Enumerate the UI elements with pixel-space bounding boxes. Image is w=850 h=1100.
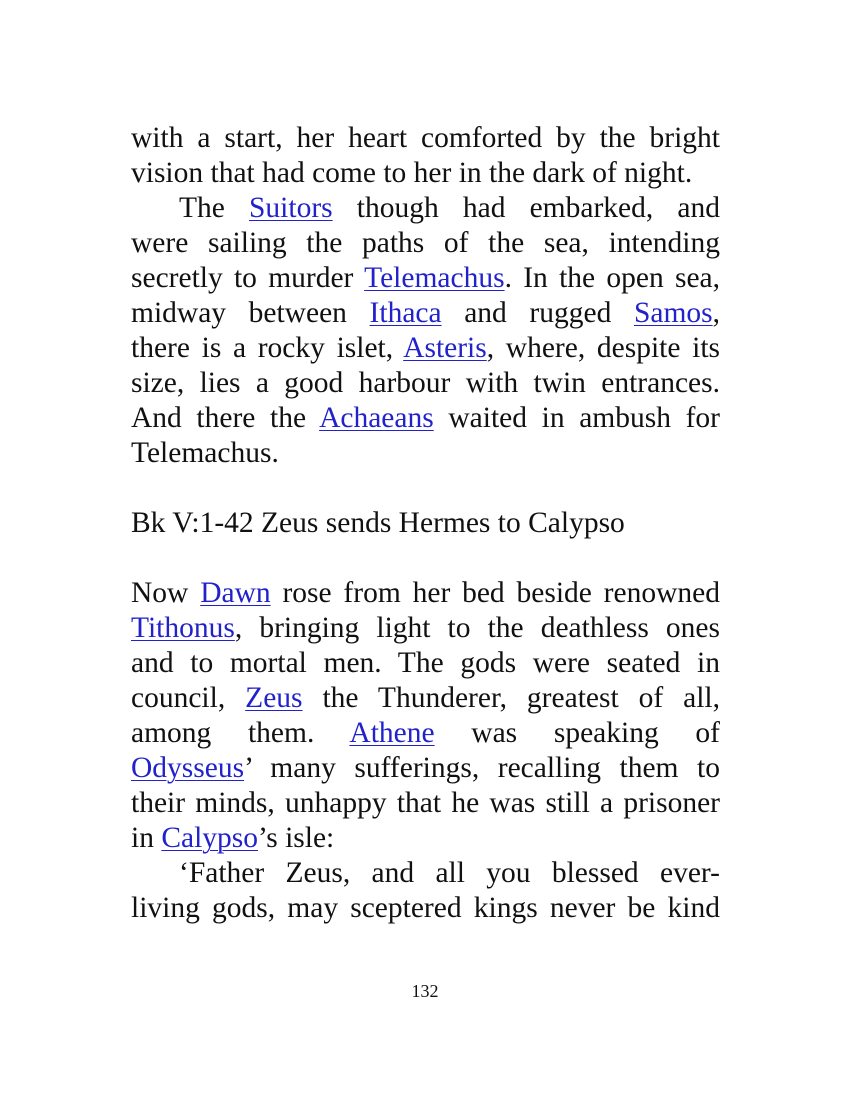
text-line [131,681,720,716]
link-calypso[interactable]: Calypso [161,822,259,854]
text-line: vision that had come to her in the dark of night. [131,157,693,189]
link-achaeans[interactable]: Achaeans [319,402,434,434]
text-line: Telemachus. [131,437,279,469]
link-telemachus[interactable]: Telemachus [364,262,505,294]
text-run: secretly to murder [131,262,365,294]
text-run: though had embarked, and [332,192,720,224]
link-ithaca[interactable]: Ithaca [369,297,442,329]
page-number: 132 [411,981,439,1001]
link-odysseus[interactable]: Odysseus [131,752,245,784]
text-line [131,296,720,331]
text-line: ‘Father Zeus, and all you blessed ever- [179,857,720,889]
text-run: , bringing light to the deathless ones [234,612,720,644]
paragraph-spacer [131,471,720,506]
text-line: were sailing the paths of the sea, intending [131,227,720,259]
text-line: their minds, unhappy that he was still a prisoner [131,787,720,819]
link-samos[interactable]: Samos [633,297,713,329]
link-dawn[interactable]: Dawn [200,577,271,609]
text-run: And there the [131,402,320,434]
text-line [131,751,720,786]
text-run: , [712,297,721,329]
section-heading: Bk V:1-42 Zeus sends Hermes to Calypso [131,507,625,539]
text-line: with a start, her heart comforted by the bright [131,122,720,154]
link-zeus[interactable]: Zeus [245,682,303,714]
text-run: and rugged [441,297,634,329]
text-line: and to mortal men. The gods were seated in [131,647,720,679]
text-line: size, lies a good harbour with twin entrances. [131,367,720,399]
text-run: waited in ambush for [433,402,720,434]
paragraph-spacer [131,541,720,576]
text-run: among them. [131,717,350,749]
text-line [131,331,720,366]
text-run: . In the open sea, [504,262,721,294]
text-run: the Thunderer, greatest of all, [302,682,720,714]
text-run: Now [131,577,201,609]
text-run: midway between [131,297,370,329]
text-line [131,611,720,646]
link-asteris[interactable]: Asteris [403,332,487,364]
text-run: rose from her bed beside renowned [270,577,720,609]
text-run: The [179,192,250,224]
text-run: in [131,822,162,854]
page-body [131,121,720,926]
link-suitors[interactable]: Suitors [249,192,333,224]
text-run: ’s isle: [258,822,335,854]
text-run: , where, despite its [486,332,720,364]
text-run: there is a rocky islet, [131,332,404,364]
link-tithonus[interactable]: Tithonus [131,612,235,644]
text-run: ’ many sufferings, recalling them to [244,752,720,784]
text-line: living gods, may sceptered kings never be kind [131,892,720,924]
text-run: council, [131,682,246,714]
link-athene[interactable]: Athene [349,717,435,749]
text-line [131,261,720,296]
text-line [131,716,720,751]
text-line [131,401,720,436]
text-line [131,191,720,226]
text-line [131,821,720,856]
text-run: was speaking of [434,717,720,749]
text-line [131,576,720,611]
